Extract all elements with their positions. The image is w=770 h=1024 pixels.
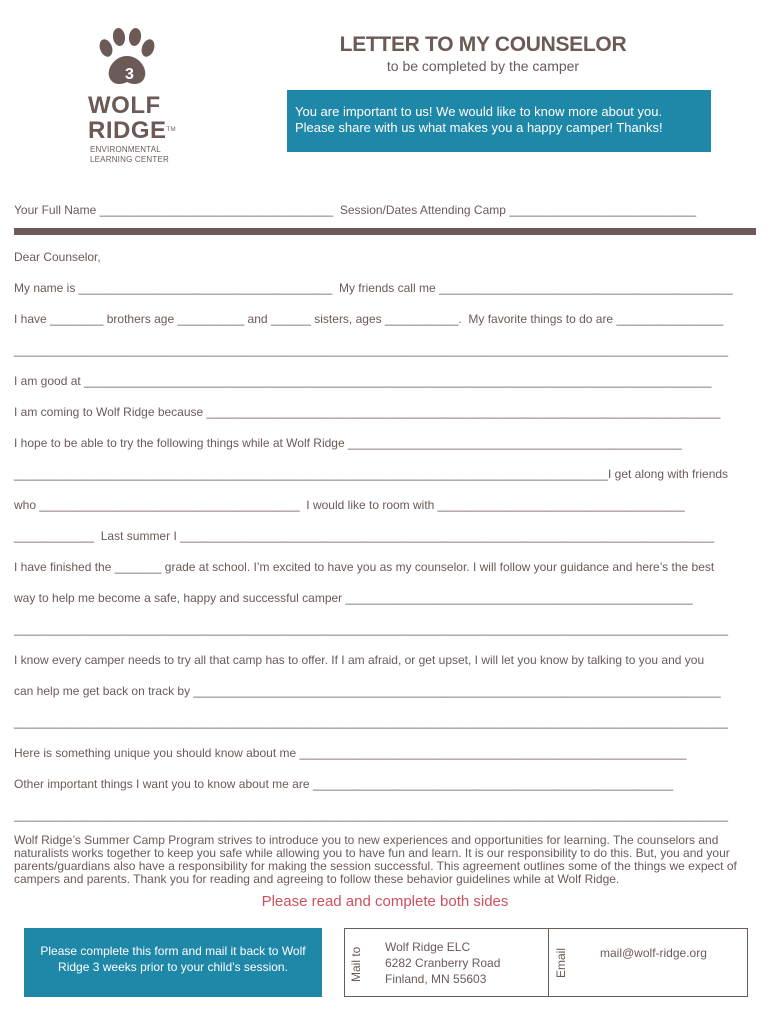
email-link[interactable]: mail@wolf-ridge.org (600, 946, 707, 960)
form-line[interactable]: ___________________________________________________________________________________________________________ (14, 343, 729, 357)
form-line[interactable]: I am good at ______________________________________________________________________________________________ (14, 374, 712, 388)
form-line[interactable]: I have ________ brothers age __________ and ______ sisters, ages ___________. My favorite things to do are ________________ (14, 312, 724, 326)
logo-subtitle (90, 145, 169, 165)
logo-sub-1: ENVIRONMENTAL (90, 145, 161, 154)
name-session-line[interactable]: Your Full Name ___________________________________ Session/Dates Attending Camp ____________________________ (14, 203, 697, 217)
form-line[interactable]: My name is ______________________________________ My friends call me ____________________________________________ (14, 281, 733, 295)
mail-to-label: Mail to (349, 946, 363, 982)
address-line: Finland, MN 55603 (385, 972, 487, 986)
form-line[interactable]: Here is something unique you should know about me __________________________________________________________ (14, 746, 687, 760)
logo-sub-2: LEARNING CENTER (90, 155, 170, 164)
logo-wordmark (88, 93, 176, 143)
form-line[interactable]: I am coming to Wolf Ridge because _____________________________________________________________________________ (14, 405, 721, 419)
address-line: 6282 Cranberry Road (385, 956, 501, 970)
logo-word-2: RIDGE™ (88, 117, 177, 144)
form-line[interactable]: ___________________________________________________________________________________________________________ (14, 808, 729, 822)
form-line[interactable]: _________________________________________________________________________________________I get along with friends (14, 467, 729, 481)
mail-instruction-box: Please complete this form and mail it back to Wolf Ridge 3 weeks prior to your child’s session. (24, 928, 322, 997)
svg-text:3: 3 (125, 66, 134, 83)
program-paragraph: Wolf Ridge’s Summer Camp Program strives to introduce you to new experiences and opportunities for learning. The counselors and naturalists works together to keep you safe while allowing you to have fun and learn. It is our responsibility to do this. But, you and your parents/guardians also have a responsibility for making the session successful. This agreement outlines some of the things we expect of campers and parents. Thank you for reading and agreeing to follow these behavior guidelines while at Wolf Ridge. (14, 833, 737, 886)
divider-bar (14, 228, 756, 235)
form-line[interactable]: Other important things I want you to know about me are ______________________________________________________ (14, 777, 674, 791)
form-line[interactable]: I know every camper needs to try all that camp has to offer. If I am afraid, or get upset, I will let you know by talking to you and you (14, 653, 705, 667)
trademark: TM (166, 127, 177, 133)
form-line[interactable]: ___________________________________________________________________________________________________________ (14, 622, 729, 636)
wolf-paw-logo-icon (97, 26, 157, 88)
intro-box: You are important to us! We would like to know more about you. Please share with us what makes you a happy camper! Thanks! (287, 90, 711, 152)
form-line[interactable]: ___________________________________________________________________________________________________________ (14, 715, 729, 729)
both-sides-note: Please read and complete both sides (261, 893, 509, 910)
form-line[interactable]: way to help me become a safe, happy and successful camper ____________________________________________________ (14, 591, 693, 605)
address-line: Wolf Ridge ELC (385, 940, 471, 954)
form-line[interactable]: who _______________________________________ I would like to room with _____________________________________ (14, 498, 685, 512)
email-label: Email (554, 947, 568, 978)
form-line[interactable]: I have finished the _______ grade at school. I’m excited to have you as my counselor. I will follow your guidance and here’s the best (14, 560, 715, 574)
form-line[interactable]: I hope to be able to try the following things while at Wolf Ridge __________________________________________________ (14, 436, 682, 450)
form-line[interactable]: can help me get back on track by _______________________________________________________________________________ (14, 684, 721, 698)
logo-word-1: WOLF (88, 92, 161, 119)
form-line[interactable]: ____________ Last summer I ________________________________________________________________________________ (14, 529, 715, 543)
contact-separator (548, 928, 549, 997)
page-subtitle: to be completed by the camper (386, 58, 580, 74)
page-title: LETTER TO MY COUNSELOR (339, 33, 627, 56)
mailing-address (385, 939, 500, 987)
salutation: Dear Counselor, (14, 250, 101, 264)
